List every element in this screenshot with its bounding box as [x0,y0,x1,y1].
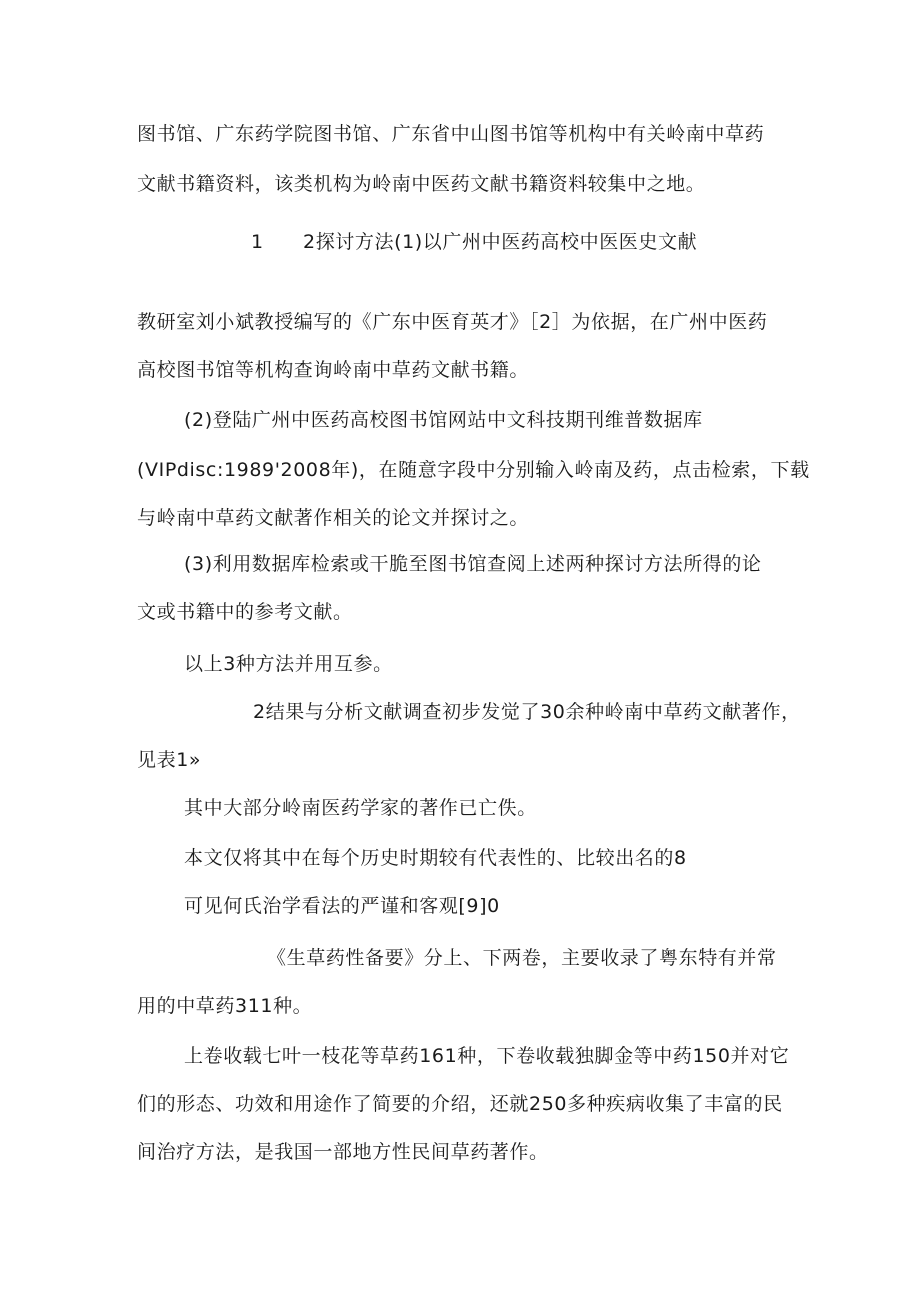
section-number: 1 [251,231,264,253]
section-heading: 2探讨方法(1)以广州中医药高校中医医史文献 [303,231,698,253]
text-line: (VIPdisc:1989'2008年)，在随意字段中分别输入岭南及药，点击检索，下载 [137,459,810,481]
text-line: 本文仅将其中在每个历史时期较有代表性的、比较出名的8 [184,847,687,869]
text-line: 见表1» [137,749,202,771]
text-line: 其中大部分岭南医药学家的著作已亡佚。 [184,797,537,819]
text-line: 与岭南中草药文献著作相关的论文并探讨之。 [137,507,530,529]
text-line: 图书馆、广东药学院图书馆、广东省中山图书馆等机构中有关岭南中草药 [137,123,765,145]
text-line: 文或书籍中的参考文献。 [137,601,353,623]
text-line: 教研室刘小斌教授编写的《广东中医育英才》［2］为依据，在广州中医药 [137,311,768,333]
text-line: 文献书籍资料，该类机构为岭南中医药文献书籍资料较集中之地。 [137,173,706,195]
text-line: 2结果与分析文献调查初步发觉了30余种岭南中草药文献著作， [253,701,801,723]
text-line: 可见何氏治学看法的严谨和客观[9]0 [184,895,500,917]
text-line: 用的中草药311种。 [137,995,313,1017]
text-line: 高校图书馆等机构查询岭南中草药文献书籍。 [137,359,530,381]
text-line: 间治疗方法，是我国一部地方性民间草药著作。 [137,1141,549,1163]
text-line: 《生草药性备要》分上、下两卷，主要收录了粤东特有并常 [267,947,777,969]
text-line: (3)利用数据库检索或干脆至图书馆查阅上述两种探讨方法所得的论 [184,553,762,575]
text-line: 上卷收载七叶一枝花等草药161种，下卷收载独脚金等中药150并对它 [184,1045,790,1067]
text-line: 们的形态、功效和用途作了简要的介绍，还就250多种疾病收集了丰富的民 [137,1093,783,1115]
text-line: (2)登陆广州中医药高校图书馆网站中文科技期刊维普数据库 [184,409,703,431]
text-line: 以上3种方法并用互参。 [184,653,393,675]
